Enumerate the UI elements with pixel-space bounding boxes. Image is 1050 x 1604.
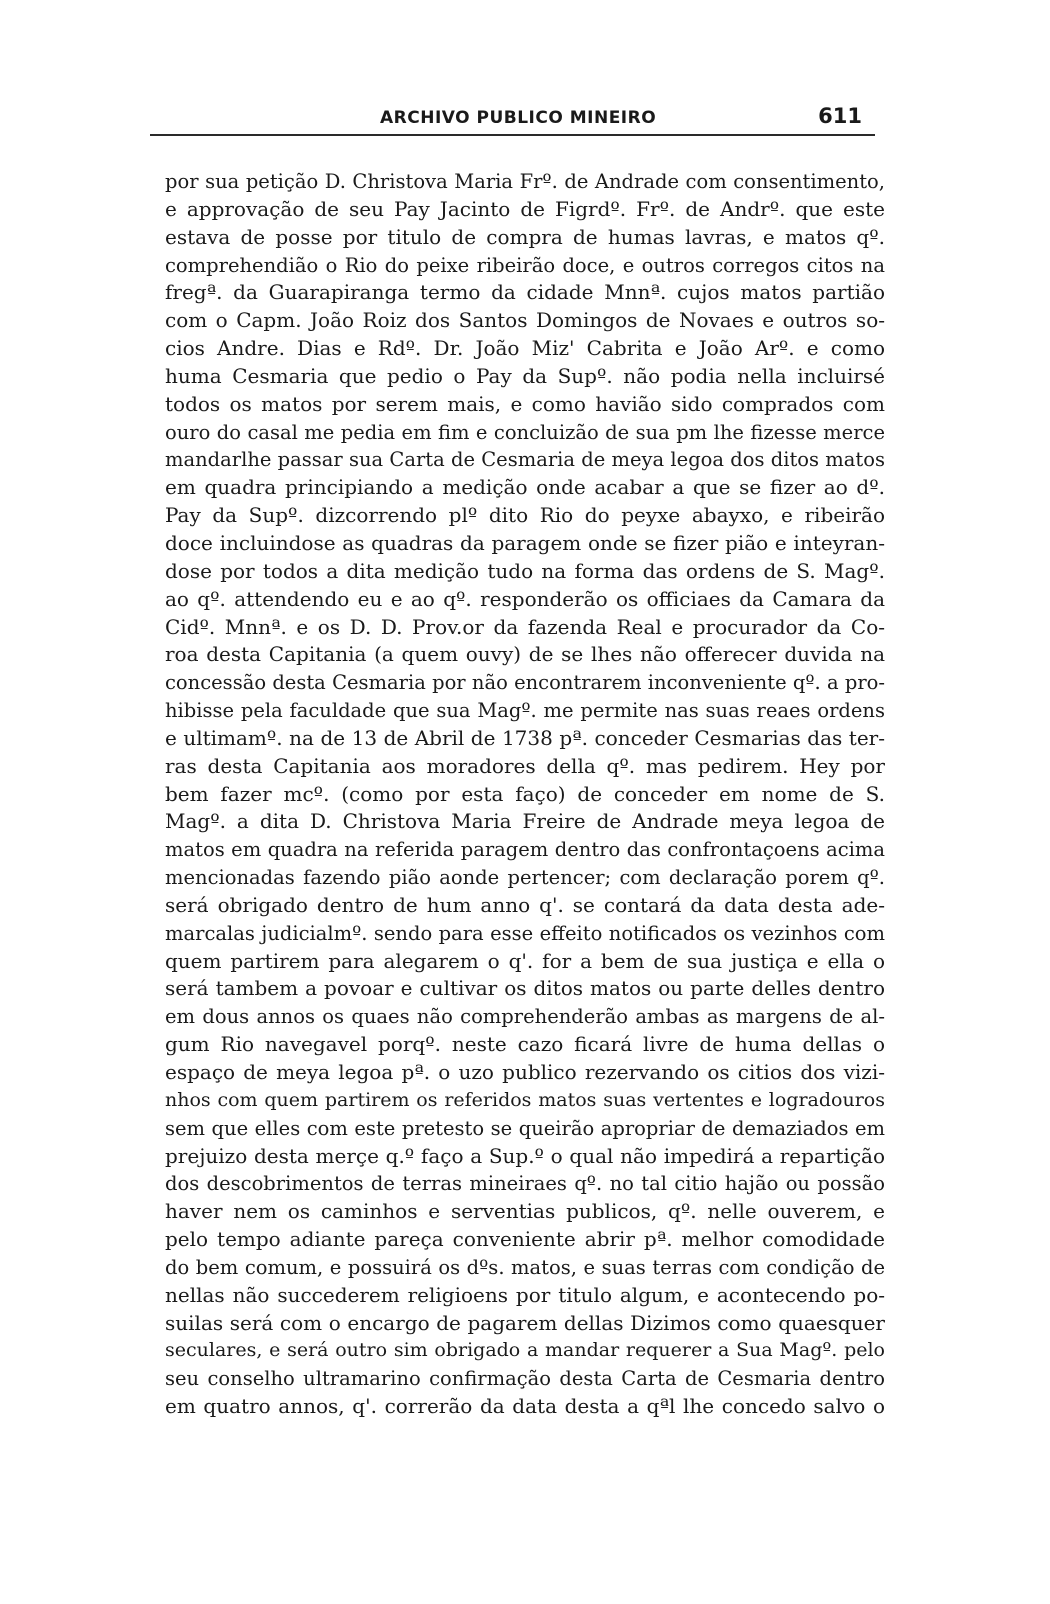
text-line: mandarlhe passar sua Carta de Cesmaria de meya legoa dos ditos matos xyxy=(165,448,885,472)
text-line: seu conselho ultramarino confirmação desta Carta de Cesmaria dentro xyxy=(165,1367,885,1391)
text-line: e approvação de seu Pay Jacinto de Figrdº. Frº. de Andrº. que este xyxy=(165,196,885,221)
text-line: nhos com quem partirem os referidos matos suas vertentes e logradouros xyxy=(165,1088,885,1111)
text-line: Pay da Supº. dizcorrendo plº dito Rio do peyxe abayxo, e ribeirão xyxy=(165,503,885,528)
text-line: quem partirem para alegarem o q'. for a bem de sua justiça e ella o xyxy=(165,948,885,973)
text-line: e ultimamº. na de 13 de Abril de 1738 pª. conceder Cesmarias das ter- xyxy=(165,725,885,750)
text-line: marcalas judicialmº. sendo para esse effeito notificados os vezinhos com xyxy=(165,921,885,945)
text-line: haver nem os caminhos e serventias publicos, qº. nelle ouverem, e xyxy=(165,1199,885,1224)
header-rule xyxy=(150,134,875,136)
text-line: estava de posse por titulo de compra de humas lavras, e matos qº. xyxy=(165,224,885,249)
text-line: doce incluindose as quadras da paragem onde se fizer pião e inteyran- xyxy=(165,530,885,555)
text-line: dos descobrimentos de terras mineiraes qº. no tal citio hajão ou possão xyxy=(165,1172,885,1196)
page-header xyxy=(140,100,880,130)
text-line: nellas não succederem religioens por titulo algum, e acontecendo po- xyxy=(165,1282,885,1307)
text-line: concessão desta Cesmaria por não encontrarem inconveniente qº. a pro- xyxy=(165,671,885,695)
text-line: cios Andre. Dias e Rdº. Dr. João Miz' Cabrita e João Arº. e como xyxy=(165,336,885,361)
text-line: em dous annos os quaes não comprehenderão ambas as margens de al- xyxy=(165,1005,885,1029)
body-text xyxy=(165,168,885,1421)
text-line: Magº. a dita D. Christova Maria Freire de Andrade meya legoa de xyxy=(165,809,885,834)
text-line: em quatro annos, q'. correrão da data desta a qªl lhe concedo salvo o xyxy=(165,1394,885,1419)
running-title: ARCHIVO PUBLICO MINEIRO xyxy=(380,108,657,128)
text-line: do bem comum, e possuirá os dºs. matos, e suas terras com condição de xyxy=(165,1255,885,1279)
text-line: todos os matos por serem mais, e como havião sido comprados com xyxy=(165,391,885,416)
text-line: em quadra principiando a medição onde acabar a que se fizer ao dº. xyxy=(165,475,885,500)
text-line: será tambem a povoar e cultivar os ditos matos ou parte delles dentro xyxy=(165,976,885,1001)
text-line: seculares, e será outro sim obrigado a mandar requerer a Sua Magº. pelo xyxy=(165,1339,885,1362)
page-number: 611 xyxy=(818,104,862,128)
text-line: espaço de meya legoa pª. o uzo publico rezervando os citios dos vizi- xyxy=(165,1060,885,1084)
text-line: ouro do casal me pedia em fim e concluizão de sua pm lhe fizesse merce xyxy=(165,420,885,444)
text-line: pelo tempo adiante pareça conveniente abrir pª. melhor comodidade xyxy=(165,1227,885,1252)
text-line: fregª. da Guarapiranga termo da cidade Mnnª. cujos matos partião xyxy=(165,280,885,305)
text-line: gum Rio navegavel porqº. neste cazo ficará livre de huma dellas o xyxy=(165,1032,885,1057)
text-line: ao qº. attendendo eu e ao qº. responderão os officiaes da Camara da xyxy=(165,586,885,611)
text-line: com o Capm. João Roiz dos Santos Domingos de Novaes e outros so- xyxy=(165,308,885,333)
text-line: suilas será com o encargo de pagarem dellas Dizimos como quaesquer xyxy=(165,1310,885,1335)
text-line: comprehendião o Rio do peixe ribeirão doce, e outros corregos citos na xyxy=(165,253,885,277)
text-line: huma Cesmaria que pedio o Pay da Supº. não podia nella incluirsé xyxy=(165,363,885,388)
text-line: ras desta Capitania aos moradores della qº. mas pedirem. Hey por xyxy=(165,753,885,778)
text-line: bem fazer mcº. (como por esta faço) de conceder em nome de S. xyxy=(165,781,885,806)
text-line: roa desta Capitania (a quem ouvy) de se lhes não offerecer duvida na xyxy=(165,642,885,667)
text-line: prejuizo desta merçe q.º faço a Sup.º o qual não impedirá a repartição xyxy=(165,1143,885,1168)
text-line: sem que elles com este pretesto se queirão apropriar de demaziados em xyxy=(165,1116,885,1140)
text-line: mencionadas fazendo pião aonde pertencer; com declaração porem qº. xyxy=(165,866,885,890)
text-line: por sua petição D. Christova Maria Frº. de Andrade com consentimento, xyxy=(165,170,885,193)
text-line: matos em quadra na referida paragem dentro das confrontaçoens acima xyxy=(165,838,885,862)
text-line: Cidº. Mnnª. e os D. D. Prov.or da fazenda Real e procurador da Co- xyxy=(165,614,885,639)
text-line: dose por todos a dita medição tudo na forma das ordens de S. Magº. xyxy=(165,558,885,583)
text-line: hibisse pela faculdade que sua Magº. me permite nas suas reaes ordens xyxy=(165,699,885,723)
text-line: será obrigado dentro de hum anno q'. se contará da data desta ade- xyxy=(165,892,885,917)
